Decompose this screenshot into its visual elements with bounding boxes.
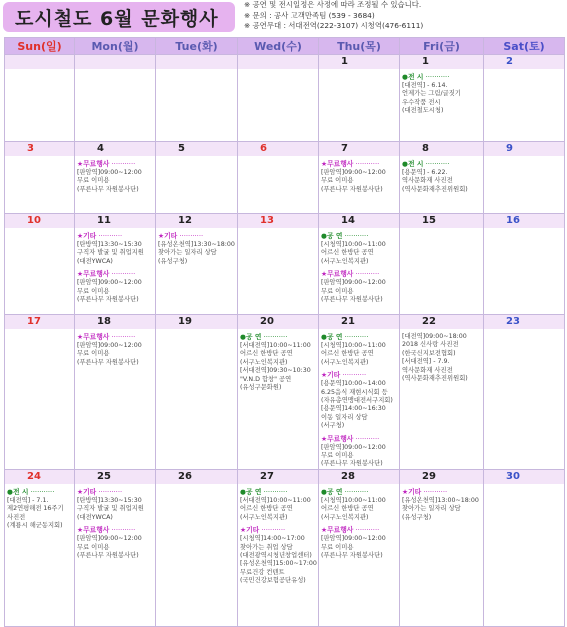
day-number: 14: [319, 214, 399, 228]
event-text: [판암역]09:00~12:00: [321, 535, 386, 543]
dot-icon: ●: [402, 160, 408, 168]
event-category: [319, 371, 399, 380]
event-text: (서구노인복지관): [321, 257, 369, 265]
event-text: [판암역]09:00~12:00: [77, 279, 142, 287]
event-text: [탄방역]13:30~15:30: [77, 496, 142, 504]
day-number: 11: [75, 214, 155, 228]
dotted-rule: ···········: [109, 160, 136, 168]
event-text: (한국신지보전협회): [402, 349, 456, 357]
event-text: (대전YWCA): [77, 257, 113, 265]
day-cell: [75, 142, 156, 214]
event-text: (대전광역시청년창업센터): [240, 551, 312, 559]
day-cell: [5, 315, 75, 470]
event-text: [판암역]09:00~12:00: [321, 279, 386, 287]
dotted-rule: ···········: [423, 73, 450, 81]
event-text: 무료 이미용: [77, 177, 110, 185]
day-cell: [238, 469, 319, 626]
note-line: ※ 공연무대 : 서대전역(222-3107) 시청역(476-6111): [244, 21, 424, 30]
event-text: [유성온천역]13:00~18:00: [402, 496, 479, 504]
day-cell: [484, 315, 565, 470]
event-text: 사진전: [7, 513, 26, 521]
event-text: (자유총연맹대전서구지회): [321, 397, 393, 405]
event-category: [400, 160, 483, 169]
dot-icon: ●: [321, 232, 327, 240]
event-text: 어르신 한방단 공연: [240, 350, 293, 358]
event-text: (푸른나무 자원봉사단): [321, 185, 383, 193]
day-number: 9: [484, 142, 564, 156]
event-text: (유성구문화원): [240, 384, 282, 392]
title-banner: [3, 2, 235, 32]
day-cell: [238, 315, 319, 470]
event-text: 제2연평해전 16주기: [7, 505, 64, 513]
day-cell: [75, 315, 156, 470]
event-text: (국민건강보험공단유성): [240, 577, 306, 585]
event-text: [시청역]10:00~11:00: [321, 342, 386, 349]
event-category: [319, 232, 399, 241]
event-category: [238, 526, 318, 535]
day-number: [238, 55, 318, 69]
event-category: [75, 333, 155, 342]
day-cell: [5, 469, 75, 626]
event-text: 찾아가는 일자리 상담: [402, 505, 461, 513]
event-text: 6.25음식 재현시식회 등: [321, 388, 388, 396]
event-text: [용문역]10:00~14:00: [321, 380, 386, 388]
day-number: 13: [238, 214, 318, 228]
dotted-rule: ···········: [177, 232, 204, 240]
event-text: (푸른나무 자원봉사단): [77, 185, 139, 193]
day-number: 15: [400, 214, 483, 228]
event-text: (푸른나무 자원봉사단): [77, 296, 139, 304]
dotted-rule: ···········: [109, 333, 136, 341]
event-category: [400, 488, 483, 497]
event-category: [319, 526, 399, 535]
day-cell: [484, 55, 565, 142]
event-text: [서대전역]10:00~11:00: [240, 342, 311, 349]
star-icon: ★: [77, 270, 84, 279]
week-row: [5, 55, 565, 142]
event-category-label: 무료행사: [83, 270, 110, 279]
event-text: (푸른나무 자원봉사단): [77, 551, 139, 559]
event-text: "V.N.D 합창" 공연: [240, 375, 292, 383]
event-category-label: 전 시: [12, 487, 29, 496]
event-text: [판암역]09:00~12:00: [321, 443, 386, 451]
event-text: 무료 이미용: [77, 350, 110, 358]
event-category: [319, 488, 399, 497]
day-cell: [156, 315, 238, 470]
event-text: [대전역]09:00~18:00: [402, 333, 467, 340]
dotted-rule: ···········: [353, 160, 380, 168]
event-text: [유성온천역]15:00~17:00: [240, 560, 317, 568]
event-category: [319, 160, 399, 169]
event-text: (푸른나무 자원봉사단): [77, 358, 139, 366]
day-cell: [238, 55, 319, 142]
event-text: 찾아가는 일자리 상담: [158, 249, 217, 257]
day-cell: [400, 214, 484, 315]
event-text: [판암역]09:00~12:00: [77, 169, 142, 176]
weekday-friday: Fri(금): [400, 38, 484, 55]
dot-icon: ●: [321, 487, 327, 496]
event-category: [238, 488, 318, 497]
event-text: [판암역]09:00~12:00: [321, 169, 386, 176]
event-category: [75, 160, 155, 169]
event-text: (서구노인복지관): [240, 513, 288, 521]
day-number: 1: [400, 55, 483, 69]
weekday-saturday: Sat(토): [484, 38, 565, 55]
event-text: 무료 이미용: [77, 287, 110, 295]
day-cell: [484, 214, 565, 315]
dot-icon: ●: [240, 333, 246, 341]
day-cell: [156, 214, 238, 315]
star-icon: ★: [321, 434, 328, 443]
day-number: 16: [484, 214, 564, 228]
note-line: ※ 공연 및 전시일정은 사정에 따라 조정될 수 있습니다.: [244, 0, 422, 9]
event-category-label: 공 연: [326, 232, 343, 240]
day-cell: [484, 469, 565, 626]
day-cell: [400, 315, 484, 470]
event-category-label: 전 시: [407, 160, 424, 168]
day-number: 8: [400, 142, 483, 156]
event-text: [시청역]14:00~17:00: [240, 535, 305, 543]
event-category-label: 공 연: [326, 333, 343, 341]
event-text: 구직자 발굴 및 취업지원: [77, 249, 144, 257]
star-icon: ★: [240, 526, 247, 535]
star-icon: ★: [77, 160, 84, 168]
day-number: 21: [319, 315, 399, 329]
day-cell: [5, 55, 75, 142]
event-category-label: 전 시: [407, 73, 424, 81]
star-icon: ★: [77, 333, 84, 341]
star-icon: ★: [321, 160, 328, 168]
event-text: (유성구청): [158, 257, 188, 265]
event-text: 우수작품 전시: [402, 98, 441, 106]
dot-icon: ●: [7, 487, 13, 496]
event-text: (대전YWCA): [77, 513, 113, 521]
day-number: 24: [5, 470, 74, 484]
event-text: (서구노인복지관): [240, 358, 288, 366]
day-cell: [156, 469, 238, 626]
event-text: 찾아가는 취업 상담: [240, 543, 293, 551]
day-number: 17: [5, 315, 74, 329]
event-category-label: 무료행사: [83, 160, 110, 168]
dotted-rule: ···········: [353, 434, 380, 443]
dotted-rule: ···········: [423, 160, 450, 168]
week-row: [5, 469, 565, 626]
dot-icon: ●: [402, 73, 408, 81]
weekday-thursday: Thu(목): [319, 38, 400, 55]
event-category: [75, 270, 155, 279]
event-category-label: 무료행사: [83, 333, 110, 341]
day-cell: [319, 214, 400, 315]
event-category: [319, 435, 399, 444]
event-category-label: 공 연: [245, 487, 262, 496]
dotted-rule: ···········: [261, 487, 288, 496]
event-text: 구직자 발굴 및 취업지원: [77, 505, 144, 513]
day-number: 22: [400, 315, 483, 329]
star-icon: ★: [77, 487, 84, 496]
day-number: 12: [156, 214, 237, 228]
event-category-label: 기타: [327, 371, 341, 380]
day-number: 4: [75, 142, 155, 156]
event-text: 어르신 한방단 공연: [321, 350, 374, 358]
day-number: 1: [319, 55, 399, 69]
day-number: 19: [156, 315, 237, 329]
day-cell: [238, 214, 319, 315]
event-text: (대전철도시청): [402, 107, 444, 115]
event-category-label: 공 연: [326, 487, 343, 496]
event-text: [서대전역] - 7.9.: [402, 358, 450, 366]
event-text: [용문역] - 6.22.: [402, 169, 448, 176]
dotted-rule: ···········: [342, 333, 369, 341]
event-text: 무료건강 컨텐트: [240, 568, 285, 576]
event-text: (역사문화재추진위원회): [402, 185, 468, 193]
star-icon: ★: [321, 371, 328, 380]
event-text: 2018 신사랑 사진전: [402, 341, 459, 349]
event-text: (역사문화재추진위원회): [402, 375, 468, 383]
dotted-rule: ···········: [342, 487, 369, 496]
star-icon: ★: [158, 232, 165, 240]
dotted-rule: ···········: [109, 270, 136, 279]
event-text: 이동 일자리 상담: [321, 413, 368, 421]
day-cell: [156, 55, 238, 142]
dotted-rule: ···········: [96, 232, 123, 240]
day-cell: [400, 142, 484, 214]
event-category-label: 무료행사: [327, 526, 354, 535]
event-category-label: 무료행사: [327, 160, 354, 168]
event-text: [대전역] - 6.14.: [402, 82, 448, 89]
event-category-label: 기타: [83, 487, 97, 496]
day-number: 3: [5, 142, 74, 156]
event-category-label: 기타: [246, 526, 260, 535]
calendar-table: [4, 37, 565, 627]
event-text: (푸른나무 자원봉사단): [321, 551, 383, 559]
dotted-rule: ···········: [28, 487, 55, 496]
day-number: 20: [238, 315, 318, 329]
dotted-rule: ···········: [340, 371, 367, 380]
event-text: [시청역]10:00~11:00: [321, 496, 386, 504]
event-text: (서구노인복지관): [321, 358, 369, 366]
event-category: [400, 73, 483, 82]
event-text: 역사문화재 사진전: [402, 177, 453, 185]
dotted-rule: ···········: [96, 487, 123, 496]
event-category: [319, 333, 399, 342]
weekday-tuesday: Tue(화): [156, 38, 238, 55]
week-row: [5, 214, 565, 315]
dotted-rule: ···········: [421, 487, 448, 496]
event-text: (유성구청): [402, 513, 432, 521]
day-number: 23: [484, 315, 564, 329]
day-number: 26: [156, 470, 237, 484]
event-category-label: 무료행사: [327, 270, 354, 279]
event-text: (서구노인복지관): [321, 513, 369, 521]
event-text: (서구청): [321, 422, 345, 430]
event-category: [238, 333, 318, 342]
event-text: [판암역]09:00~12:00: [77, 342, 142, 349]
day-number: [156, 55, 237, 69]
dotted-rule: ···········: [109, 526, 136, 535]
event-category: [75, 488, 155, 497]
day-cell: [75, 55, 156, 142]
event-text: 무료 이미용: [321, 543, 354, 551]
event-text: 무료 이미용: [321, 177, 354, 185]
event-category: [319, 270, 399, 279]
event-category-label: 무료행사: [83, 526, 110, 535]
day-cell: [156, 142, 238, 214]
page-title: 도시철도 6월 문화행사: [15, 8, 219, 30]
event-text: 어르신 한방단 공연: [321, 505, 374, 513]
day-number: 28: [319, 470, 399, 484]
event-text: [용문역]14:00~16:30: [321, 405, 386, 413]
event-text: (계룡시 해군동지회): [7, 522, 63, 530]
event-category-label: 공 연: [245, 333, 262, 341]
day-number: [75, 55, 155, 69]
event-text: [시청역]10:00~11:00: [321, 241, 386, 248]
weekday-wednesday: Wed(수): [238, 38, 319, 55]
event-category: [156, 232, 237, 241]
weekday-monday: Mon(월): [75, 38, 156, 55]
day-cell: [75, 469, 156, 626]
day-cell: [5, 142, 75, 214]
event-text: 어르신 한방단 공연: [321, 249, 374, 257]
day-cell: [238, 142, 319, 214]
day-number: 2: [484, 55, 564, 69]
day-number: 10: [5, 214, 74, 228]
event-text: (푸른나무 자원봉사단): [321, 296, 383, 304]
weekday-header-row: [5, 38, 565, 55]
day-cell: [5, 214, 75, 315]
day-number: 30: [484, 470, 564, 484]
event-text: 언제가는 그림/글짓기: [402, 90, 461, 98]
event-text: [유성온천역]13:30~18:00: [158, 241, 235, 248]
day-cell: [400, 469, 484, 626]
star-icon: ★: [321, 526, 328, 535]
dotted-rule: ···········: [342, 232, 369, 240]
event-text: 무료 이미용: [77, 543, 110, 551]
event-category-label: 기타: [164, 232, 178, 240]
event-text: 역사문화재 사진전: [402, 366, 453, 374]
star-icon: ★: [321, 270, 328, 279]
event-category-label: 기타: [83, 232, 97, 240]
day-cell: [319, 142, 400, 214]
event-text: 무료 이미용: [321, 287, 354, 295]
day-number: 6: [238, 142, 318, 156]
day-cell: [484, 142, 565, 214]
event-text: [판암역]09:00~12:00: [77, 535, 142, 543]
day-cell: [319, 55, 400, 142]
day-number: [5, 55, 74, 69]
day-cell: [75, 214, 156, 315]
event-text: [대전역] - 7.1.: [7, 496, 49, 504]
week-row: [5, 142, 565, 214]
event-text: 어르신 한방단 공연: [240, 505, 293, 513]
weekday-sunday: Sun(일): [5, 38, 75, 55]
event-text: (푸른나무 자원봉사단): [321, 460, 383, 468]
event-text: [서대전역]09:30~10:30: [240, 367, 311, 375]
note-line: ※ 문의 : 공사 고객만족팀 (539 - 3684): [244, 10, 375, 20]
dotted-rule: ···········: [259, 526, 286, 535]
day-cell: [319, 469, 400, 626]
day-number: 7: [319, 142, 399, 156]
dotted-rule: ···········: [353, 526, 380, 535]
day-cell: [400, 55, 484, 142]
day-number: 25: [75, 470, 155, 484]
event-category: [5, 488, 74, 497]
event-category: [75, 526, 155, 535]
day-number: 27: [238, 470, 318, 484]
dotted-rule: ···········: [261, 333, 288, 341]
day-number: 5: [156, 142, 237, 156]
week-row: [5, 315, 565, 470]
day-number: 29: [400, 470, 483, 484]
day-number: 18: [75, 315, 155, 329]
notes: [244, 0, 564, 32]
dot-icon: ●: [321, 333, 327, 341]
day-cell: [319, 315, 400, 470]
star-icon: ★: [402, 487, 409, 496]
event-text: [탄방역]13:30~15:30: [77, 241, 142, 248]
event-text: 무료 이미용: [321, 452, 354, 460]
dot-icon: ●: [240, 487, 246, 496]
dotted-rule: ···········: [353, 270, 380, 279]
event-category: [75, 232, 155, 241]
star-icon: ★: [77, 232, 84, 240]
event-text: [서대전역]10:00~11:00: [240, 496, 311, 504]
star-icon: ★: [77, 526, 84, 535]
event-category-label: 무료행사: [327, 434, 354, 443]
event-category-label: 기타: [408, 487, 422, 496]
